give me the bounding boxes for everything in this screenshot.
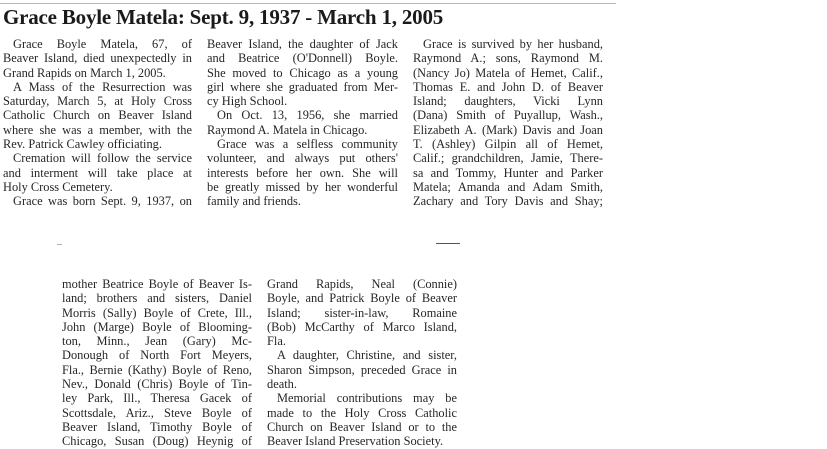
text-line: Island; sister-in-law, Romaine (267, 305, 457, 320)
text-line: Zachary and Tory Davis and Shay; (413, 194, 603, 209)
text-line: sa and Tommy, Hunter and Parker (413, 165, 603, 180)
text-line: Donough of North Fort Meyers, (62, 348, 252, 363)
text-line: Church on Beaver Island or to the (267, 419, 457, 434)
text-line: and interment will take place at (3, 165, 192, 180)
text-line: volunteer, and always put others' (207, 151, 398, 166)
text-line: be greatly missed by her wonderful (207, 179, 398, 194)
text-line: Fla., Bernie (Kathy) Boyle of Reno, (62, 362, 252, 377)
text-line: where she was a member, with the (3, 122, 192, 137)
obituary-headline: Grace Boyle Matela: Sept. 9, 1937 - March 1, 2005 (3, 5, 444, 29)
text-line: Rev. Patrick Cawley officiating. (3, 137, 162, 152)
text-line: (Nancy Jo) Matela of Hemet, Calif., (413, 65, 603, 80)
column-5 (267, 277, 457, 449)
column-2 (207, 37, 398, 209)
text-line: ton, Minn., Jean (Gary) Mc- (62, 334, 252, 349)
text-line: A Mass of the Resurrection was (13, 79, 192, 94)
text-line: Cremation will follow the service (13, 151, 192, 166)
text-line: cy High School. (207, 94, 288, 109)
scan-mark (57, 244, 62, 245)
text-line: Beaver Island Preservation Society. (267, 434, 444, 449)
text-line: On Oct. 13, 1956, she married (217, 108, 398, 123)
text-line: Calif.; grandchildren, Jamie, There- (413, 151, 603, 166)
text-line: Beaver Island, the daughter of Jack (207, 37, 398, 51)
text-line: Grace is survived by her husband, (423, 37, 603, 51)
text-line: Beaver Island, died unexpectedly in (3, 51, 192, 66)
cut-rule (436, 243, 460, 244)
text-line: Matela; Amanda and Adam Smith, (413, 179, 603, 194)
text-line: Boyle, and Patrick Boyle of Beaver (267, 291, 457, 306)
text-line: (Dana) Smith of Puyallup, Wash., (413, 108, 603, 123)
text-line: Nev., Donald (Chris) Boyle of Tin- (62, 377, 252, 392)
text-line: Raymond A.; sons, Raymond M. (413, 51, 603, 66)
text-line: made to the Holy Cross Catholic (267, 405, 457, 420)
text-line: Morris (Sally) Boyle of Crete, Ill., (62, 305, 252, 320)
text-line: John (Marge) Boyle of Blooming- (62, 319, 252, 334)
text-line: Grand Rapids on March 1, 2005. (3, 65, 166, 80)
text-line: T. (Ashley) Gilpin all of Hemet, (413, 137, 603, 152)
text-line: Saturday, March 5, at Holy Cross (3, 94, 192, 109)
column-3 (413, 37, 603, 209)
text-line: Chicago, Susan (Doug) Heynig of (62, 434, 252, 449)
text-line: (Bob) McCarthy of Marco Island, (267, 319, 457, 334)
text-line: Grand Rapids, Neal (Connie) (267, 277, 457, 291)
text-line: Grace was a selfless community (217, 137, 398, 152)
text-line: mother Beatrice Boyle of Beaver Is- (62, 277, 252, 291)
text-line: Sharon Simpson, preceded Grace in (267, 362, 457, 377)
text-line: Thomas E. and John D. of Beaver (413, 79, 603, 94)
text-line: ley Park, Ill., Theresa Gacek of (62, 391, 252, 406)
text-line: Island; daughters, Vicki Lynn (413, 94, 603, 109)
column-1 (3, 37, 192, 209)
text-line: Catholic Church on Beaver Island (3, 108, 192, 123)
top-rule (0, 3, 616, 4)
text-line: land; brothers and sisters, Daniel (62, 291, 252, 306)
text-line: Fla. (267, 334, 286, 349)
text-line: girl where she graduated from Mer- (207, 79, 398, 94)
text-line: A daughter, Christine, and sister, (277, 348, 457, 363)
text-line: Grace was born Sept. 9, 1937, on (13, 194, 192, 209)
text-line: Holy Cross Cemetery. (3, 179, 113, 194)
column-4 (62, 277, 252, 449)
text-line: and Beatrice (O'Donnell) Boyle. (207, 51, 398, 66)
text-line: death. (267, 377, 297, 392)
text-line: She moved to Chicago as a young (207, 65, 398, 80)
text-line: interests before her own. She will (207, 165, 398, 180)
text-line: Raymond A. Matela in Chicago. (207, 122, 368, 137)
text-line: Beaver Island, Timothy Boyle of (62, 419, 252, 434)
text-line: Scottsdale, Ariz., Steve Boyle of (62, 405, 252, 420)
text-line: Memorial contributions may be (277, 391, 457, 406)
text-line: Grace Boyle Matela, 67, of (13, 37, 192, 51)
text-line: family and friends. (207, 194, 301, 209)
text-line: Elizabeth A. (Mark) Davis and Joan (413, 122, 603, 137)
